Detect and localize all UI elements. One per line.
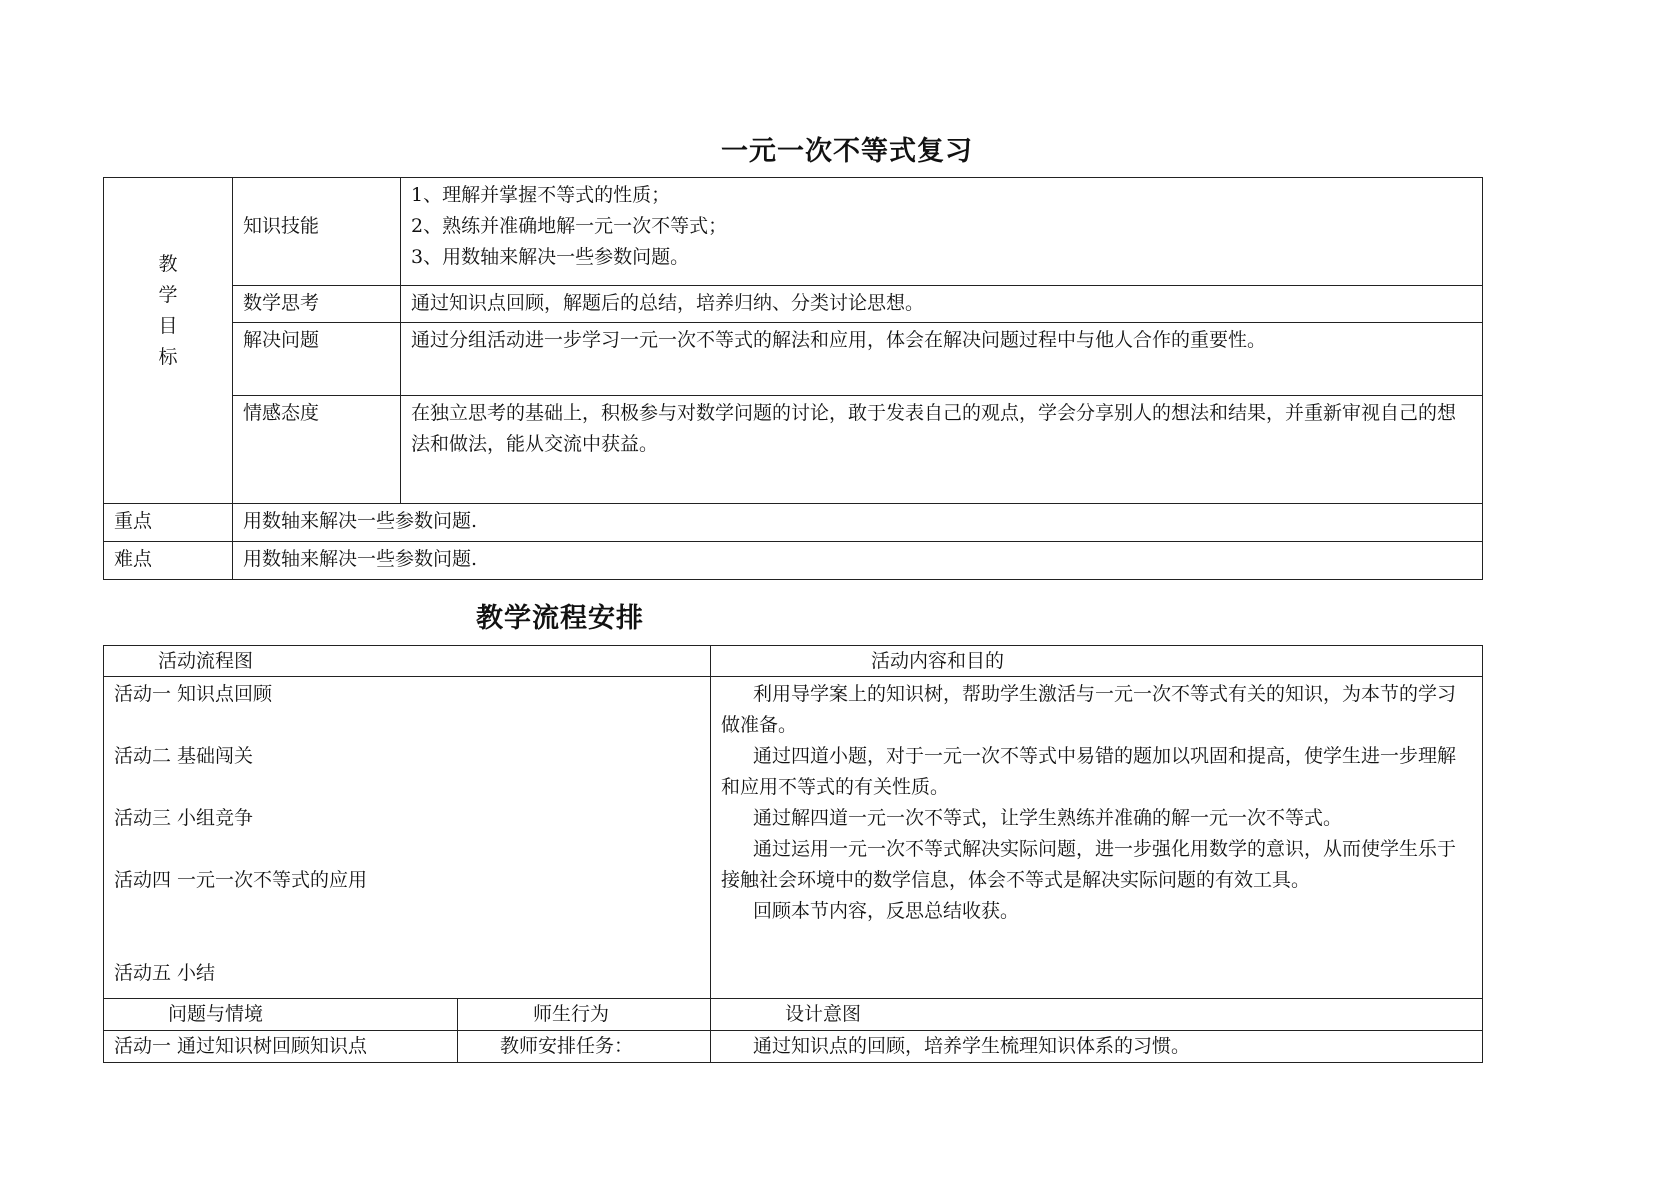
goal-content-thinking: 通过知识点回顾，解题后的总结，培养归纳、分类讨论思想。 (401, 286, 1483, 323)
activity-content: 通过四道小题，对于一元一次不等式中易错的题加以巩固和提高，使学生进一步理解和应用不等式的有关性质。 (721, 745, 1457, 798)
goal-label-knowledge: 知识技能 (233, 178, 401, 286)
activity-content: 通过解四道一元一次不等式，让学生熟练并准确的解一元一次不等式。 (753, 807, 1343, 829)
subheader-intent: 设计意图 (711, 999, 1483, 1031)
activity-contents (711, 677, 1483, 999)
goal-line: 2、熟练并准确地解一元一次不等式； (411, 215, 728, 237)
teaching-flow-table (103, 645, 1483, 1063)
detail-situation: 活动一 通过知识树回顾知识点 (104, 1031, 458, 1063)
activity-item: 活动一 知识点回顾 (114, 683, 273, 705)
goal-content-knowledge (401, 178, 1483, 286)
subheader-situation: 问题与情境 (104, 999, 458, 1031)
goals-label-char: 教 (158, 252, 178, 275)
goals-label-char: 目 (158, 314, 178, 337)
teaching-goals-table (103, 177, 1483, 580)
activity-item: 活动三 小组竞争 (114, 807, 254, 829)
goal-label-thinking: 数学思考 (233, 286, 401, 323)
flow-header-contents: 活动内容和目的 (711, 646, 1483, 677)
activity-content: 回顾本节内容，反思总结收获。 (753, 900, 1020, 922)
detail-intent: 通过知识点的回顾，培养学生梳理知识体系的习惯。 (711, 1031, 1483, 1063)
key-point-label: 重点 (104, 504, 233, 542)
section-title: 教学流程安排 (476, 603, 644, 634)
activity-item: 活动四 一元一次不等式的应用 (114, 869, 368, 891)
difficult-point-text: 用数轴来解决一些参数问题. (233, 542, 1483, 580)
key-point-text: 用数轴来解决一些参数问题. (233, 504, 1483, 542)
flow-header-activities: 活动流程图 (104, 646, 711, 677)
goal-line: 1、理解并掌握不等式的性质； (411, 184, 671, 206)
activity-content: 通过运用一元一次不等式解决实际问题，进一步强化用数学的意识，从而使学生乐于接触社会环境中的数学信息，体会不等式是解决实际问题的有效工具。 (721, 838, 1457, 891)
goal-label-problem-solving: 解决问题 (233, 323, 401, 396)
goals-label-char: 学 (158, 283, 178, 306)
goals-group-label (104, 178, 233, 504)
activity-item: 活动二 基础闯关 (114, 745, 254, 767)
detail-behavior: 教师安排任务： (458, 1031, 711, 1063)
difficult-point-label: 难点 (104, 542, 233, 580)
goal-content-problem-solving: 通过分组活动进一步学习一元一次不等式的解法和应用，体会在解决问题过程中与他人合作的重要性。 (401, 323, 1483, 396)
goals-label-char: 标 (158, 345, 178, 368)
activity-content: 利用导学案上的知识树，帮助学生激活与一元一次不等式有关的知识，为本节的学习做准备。 (721, 683, 1457, 736)
goal-content-attitude: 在独立思考的基础上，积极参与对数学问题的讨论，敢于发表自己的观点，学会分享别人的想法和结果，并重新审视自己的想法和做法，能从交流中获益。 (401, 396, 1483, 504)
goal-label-attitude: 情感态度 (233, 396, 401, 504)
subheader-behavior: 师生行为 (458, 999, 711, 1031)
activity-item: 活动五 小结 (114, 962, 216, 984)
page-title: 一元一次不等式复习 (721, 136, 973, 167)
activity-list (104, 677, 711, 999)
goal-line: 3、用数轴来解决一些参数问题。 (411, 246, 690, 268)
